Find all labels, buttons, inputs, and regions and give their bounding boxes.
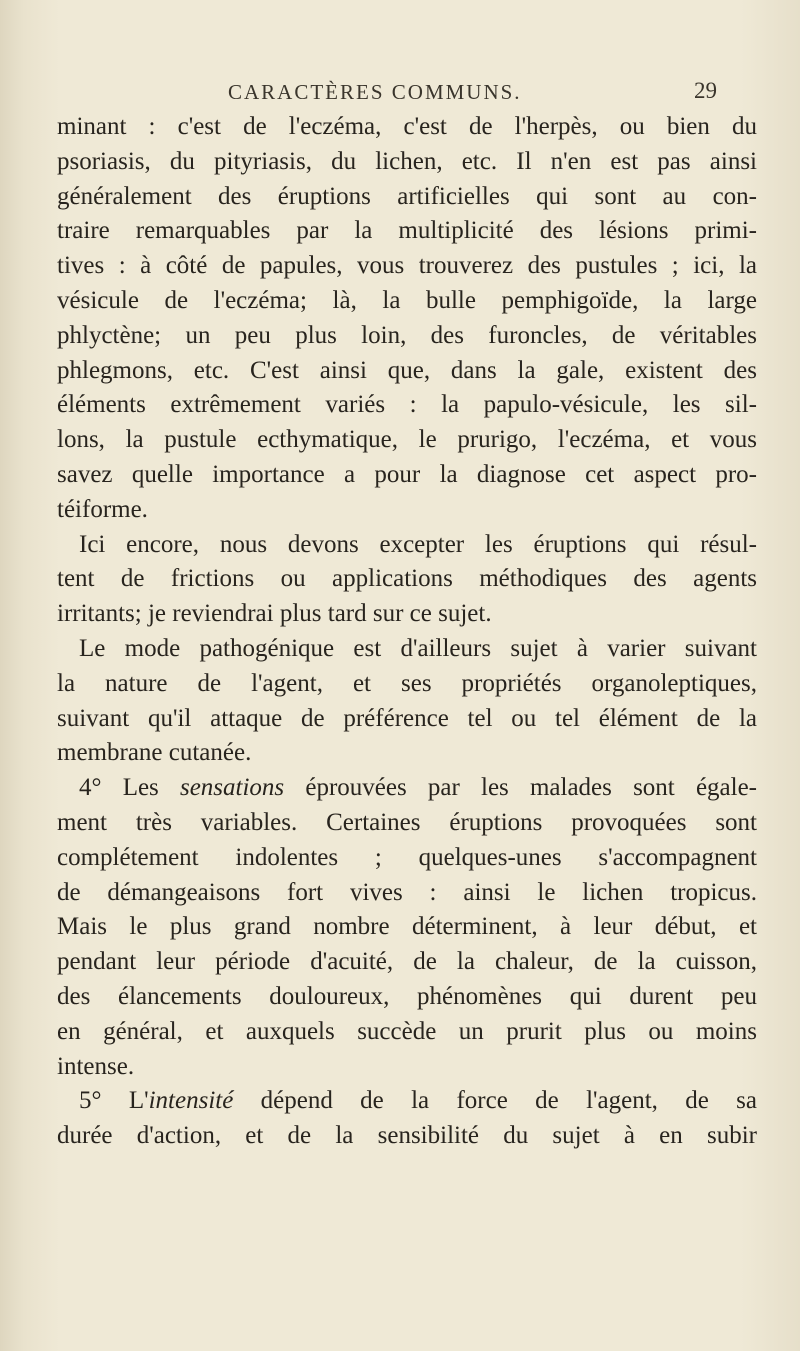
emphasized-term: sensations (179, 774, 285, 802)
text-line: intense. (57, 1052, 135, 1080)
line-text-segment: 4° Les (79, 774, 180, 802)
body-text (57, 110, 757, 1154)
text-line: phlegmons, etc. C'est ainsi que, dans la gale, existent des (57, 356, 757, 384)
text-line: tives : à côté de papules, vous trouverez des pustules ; ici, la (57, 252, 757, 280)
text-line: en général, et auxquels succède un prurit plus ou moins (57, 1017, 757, 1045)
text-line: durée d'action, et de la sensibilité du sujet à en subir (57, 1122, 757, 1150)
running-head (0, 80, 800, 114)
line-text-segment: dépend de la force de l'agent, de sa (233, 1087, 757, 1115)
text-line: éléments extrêmement variés : la papulo-vésicule, les sil- (57, 391, 757, 419)
text-line: Mais le plus grand nombre déterminent, à leur début, et (57, 913, 757, 941)
text-line: téiforme. (57, 495, 148, 523)
text-line: la nature de l'agent, et ses propriétés organoleptiques, (57, 669, 757, 697)
text-line (57, 1084, 757, 1119)
text-line (57, 771, 757, 806)
emphasized-term: intensité (148, 1087, 234, 1115)
line-text-segment: 5° L' (79, 1087, 149, 1115)
text-line: psoriasis, du pityriasis, du lichen, etc. Il n'en est pas ainsi (57, 147, 757, 175)
text-line: tent de frictions ou applications méthodiques des agents (57, 565, 757, 593)
text-line: membrane cutanée. (57, 739, 252, 767)
text-line: ment très variables. Certaines éruptions provoquées sont (57, 808, 757, 836)
text-line: de démangeaisons fort vives : ainsi le lichen tropicus. (57, 878, 757, 906)
text-line: complétement indolentes ; quelques-unes s'accompagnent (57, 843, 757, 871)
text-line: minant : c'est de l'eczéma, c'est de l'herpès, ou bien du (57, 113, 757, 140)
text-line: Le mode pathogénique est d'ailleurs sujet à varier suivant (79, 634, 757, 662)
text-line: généralement des éruptions artificielles qui sont au con- (57, 182, 757, 210)
text-line: traire remarquables par la multiplicité des lésions primi- (57, 217, 757, 245)
running-title: CARACTÈRES COMMUNS. (228, 80, 522, 104)
text-line: des élancements douloureux, phénomènes qui durent peu (57, 982, 757, 1010)
text-line: vésicule de l'eczéma; là, la bulle pemphigoïde, la large (57, 286, 757, 314)
text-line: irritants; je reviendrai plus tard sur ce sujet. (57, 600, 492, 628)
text-line: lons, la pustule ecthymatique, le prurigo, l'eczéma, et vous (57, 426, 757, 454)
line-text-segment: éprouvées par les malades sont égale- (284, 774, 757, 802)
text-line: pendant leur période d'acuité, de la chaleur, de la cuisson, (57, 948, 757, 976)
text-line: phlyctène; un peu plus loin, des furoncles, de véritables (57, 321, 757, 349)
text-line: Ici encore, nous devons excepter les éruptions qui résul- (79, 530, 757, 558)
text-line: savez quelle importance a pour la diagnose cet aspect pro- (57, 460, 757, 488)
page-number: 29 (694, 78, 717, 103)
text-line: suivant qu'il attaque de préférence tel ou tel élément de la (57, 704, 757, 732)
